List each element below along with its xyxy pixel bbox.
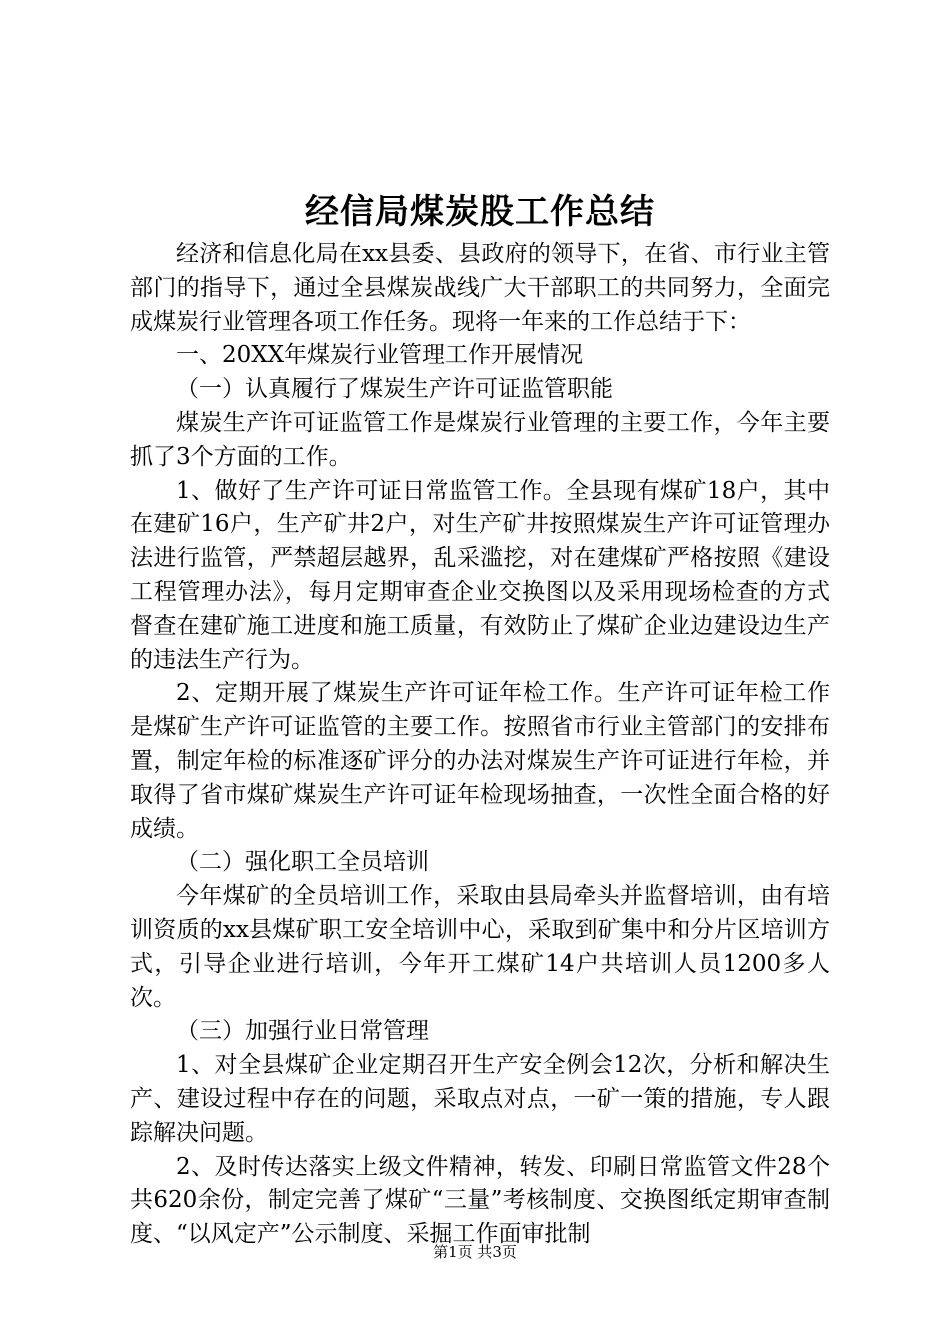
document-body (130, 238, 830, 1252)
subsection-heading-1: （一）认真履行了煤炭生产许可证监管职能 (176, 376, 613, 403)
document-page (130, 0, 830, 1252)
paragraph: 2、及时传达落实上级文件精神，转发、印刷日常监管文件28个共620余份，制定完善了煤矿“三量”考核制度、交换图纸定期审查制度、“以风定产”公示制度、采掘工作面审批制 (130, 1153, 830, 1248)
paragraph: 2、定期开展了煤炭生产许可证年检工作。生产许可证年检工作是煤矿生产许可证监管的主要工作。按照省市行业主管部门的安排布置，制定年检的标准逐矿评分的办法对煤炭生产许可证进行年检，并取得了省市煤矿煤炭生产许可证年检现场抽查，一次性全面合格的好成绩。 (130, 680, 830, 842)
paragraph: 今年煤矿的全员培训工作，采取由县局牵头并监督培训，由有培训资质的xx县煤矿职工安全培训中心，采取到矿集中和分片区培训方式，引导企业进行培训，今年开工煤矿14户共培训人员1200多人次。 (130, 883, 830, 1011)
paragraph-intro: 经济和信息化局在xx县委、县政府的领导下，在省、市行业主管部门的指导下，通过全县煤炭战线广大干部职工的共同努力，全面完成煤炭行业管理各项工作任务。现将一年来的工作总结于下： (130, 241, 830, 335)
subsection-heading-3: （三）加强行业日常管理 (176, 1018, 429, 1045)
paragraph: 煤炭生产许可证监管工作是煤炭行业管理的主要工作，今年主要抓了3个方面的工作。 (130, 409, 830, 470)
paragraph: 1、对全县煤矿企业定期召开生产安全例会12次，分析和解决生产、建设过程中存在的问题，采取点对点，一矿一策的措施，专人跟踪解决问题。 (130, 1052, 830, 1146)
paragraph: 1、做好了生产许可证日常监管工作。全县现有煤矿18户，其中在建矿16户，生产矿井2户，对生产矿井按照煤炭生产许可证管理办法进行监管，严禁超层越界，乱采滥挖，对在建煤矿严格按照《建设工程管理办法》，每月定期审查企业交换图以及采用现场检查的方式督查在建矿施工进度和施工质量，有效防止了煤矿企业边建设边生产的违法生产行为。 (130, 477, 830, 673)
subsection-heading-2: （二）强化职工全员培训 (176, 849, 429, 876)
section-heading-1: 一、20XX年煤炭行业管理工作开展情况 (176, 342, 584, 369)
page-footer: 第1页 共3页 (433, 1243, 517, 1261)
document-title: 经信局煤炭股工作总结 (305, 192, 655, 232)
